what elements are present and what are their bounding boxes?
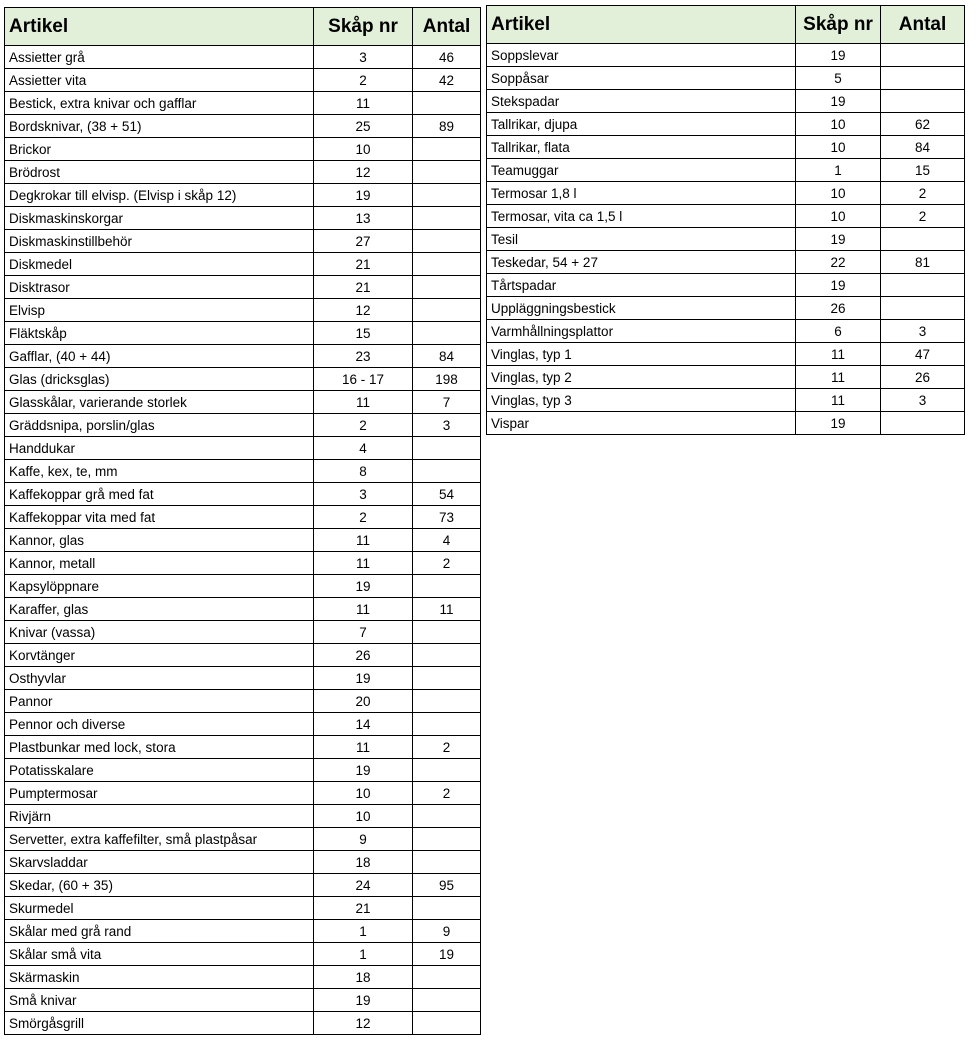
cell-cabinet[interactable]: 11 (314, 92, 413, 115)
cell-cabinet[interactable]: 19 (796, 44, 881, 67)
cell-article[interactable]: Bestick, extra knivar och gafflar (5, 92, 314, 115)
cell-count[interactable] (413, 713, 481, 736)
cell-count[interactable] (413, 207, 481, 230)
cell-count[interactable]: 81 (881, 251, 965, 274)
cell-cabinet[interactable]: 15 (314, 322, 413, 345)
cell-article[interactable]: Handdukar (5, 437, 314, 460)
cell-article[interactable]: Tallrikar, flata (487, 136, 796, 159)
inventory-table-left (4, 7, 481, 1035)
cell-count[interactable]: 2 (881, 205, 965, 228)
cell-article[interactable]: Varmhållningsplattor (487, 320, 796, 343)
cell-cabinet[interactable]: 10 (314, 782, 413, 805)
cell-cabinet[interactable]: 18 (314, 851, 413, 874)
table-row (5, 276, 481, 299)
cell-count[interactable]: 3 (881, 320, 965, 343)
table-row (5, 874, 481, 897)
cell-article[interactable]: Skärmaskin (5, 966, 314, 989)
cell-article[interactable]: Smörgåsgrill (5, 1012, 314, 1035)
cell-article[interactable]: Soppåsar (487, 67, 796, 90)
cell-cabinet[interactable]: 25 (314, 115, 413, 138)
table-row (5, 529, 481, 552)
cell-count[interactable]: 84 (413, 345, 481, 368)
header-row (5, 8, 481, 46)
header-cabinet[interactable]: Skåp nr (796, 6, 881, 44)
cell-count[interactable] (413, 184, 481, 207)
cell-cabinet[interactable]: 19 (796, 228, 881, 251)
cell-article[interactable]: Skålar små vita (5, 943, 314, 966)
table-row (5, 943, 481, 966)
cell-count[interactable] (413, 276, 481, 299)
table-row (487, 228, 965, 251)
cell-cabinet[interactable]: 19 (314, 575, 413, 598)
cell-cabinet[interactable]: 3 (314, 483, 413, 506)
cell-article[interactable]: Diskmaskinskorgar (5, 207, 314, 230)
cell-article[interactable]: Pumptermosar (5, 782, 314, 805)
cell-article[interactable]: Korvtänger (5, 644, 314, 667)
cell-cabinet[interactable]: 21 (314, 276, 413, 299)
cell-count[interactable] (413, 253, 481, 276)
table-row (487, 159, 965, 182)
table-row (5, 598, 481, 621)
cell-article[interactable]: Assietter vita (5, 69, 314, 92)
table-row (487, 136, 965, 159)
cell-article[interactable]: Vinglas, typ 1 (487, 343, 796, 366)
cell-cabinet[interactable]: 7 (314, 621, 413, 644)
cell-article[interactable]: Vispar (487, 412, 796, 435)
cell-cabinet[interactable]: 19 (796, 274, 881, 297)
cell-count[interactable]: 3 (881, 389, 965, 412)
cell-article[interactable]: Bordsknivar, (38 + 51) (5, 115, 314, 138)
cell-cabinet[interactable]: 5 (796, 67, 881, 90)
cell-cabinet[interactable]: 24 (314, 874, 413, 897)
table-row (487, 67, 965, 90)
cell-cabinet[interactable]: 1 (314, 920, 413, 943)
cell-article[interactable]: Kapsylöppnare (5, 575, 314, 598)
cell-count[interactable] (881, 90, 965, 113)
cell-article[interactable]: Assietter grå (5, 46, 314, 69)
cell-count[interactable] (413, 621, 481, 644)
cell-article[interactable]: Stekspadar (487, 90, 796, 113)
cell-cabinet[interactable]: 2 (314, 414, 413, 437)
cell-cabinet[interactable]: 19 (314, 667, 413, 690)
cell-count[interactable] (413, 92, 481, 115)
cell-count[interactable]: 62 (881, 113, 965, 136)
cell-article[interactable]: Diskmedel (5, 253, 314, 276)
cell-cabinet[interactable]: 1 (314, 943, 413, 966)
cell-article[interactable]: Tallrikar, djupa (487, 113, 796, 136)
table-row (5, 483, 481, 506)
cell-count[interactable]: 198 (413, 368, 481, 391)
header-article[interactable]: Artikel (487, 6, 796, 44)
cell-article[interactable]: Pennor och diverse (5, 713, 314, 736)
cell-article[interactable]: Karaffer, glas (5, 598, 314, 621)
cell-article[interactable]: Kannor, glas (5, 529, 314, 552)
cell-cabinet[interactable]: 4 (314, 437, 413, 460)
cell-cabinet[interactable]: 6 (796, 320, 881, 343)
cell-count[interactable] (881, 44, 965, 67)
cell-article[interactable]: Tesil (487, 228, 796, 251)
cell-count[interactable]: 7 (413, 391, 481, 414)
cell-count[interactable] (413, 759, 481, 782)
cell-count[interactable]: 89 (413, 115, 481, 138)
cell-cabinet[interactable]: 10 (796, 182, 881, 205)
cell-count[interactable]: 46 (413, 46, 481, 69)
cell-cabinet[interactable]: 10 (796, 113, 881, 136)
cell-article[interactable]: Pannor (5, 690, 314, 713)
cell-count[interactable] (413, 138, 481, 161)
cell-article[interactable]: Servetter, extra kaffefilter, små plastpåsar (5, 828, 314, 851)
table-row (5, 460, 481, 483)
cell-count[interactable] (413, 230, 481, 253)
cell-article[interactable]: Kaffekoppar grå med fat (5, 483, 314, 506)
cell-cabinet[interactable]: 10 (314, 805, 413, 828)
header-count[interactable]: Antal (881, 6, 965, 44)
table-row (5, 138, 481, 161)
cell-cabinet[interactable]: 18 (314, 966, 413, 989)
table-row (5, 805, 481, 828)
cell-article[interactable]: Diskmaskinstillbehör (5, 230, 314, 253)
table-row (5, 897, 481, 920)
cell-article[interactable]: Disktrasor (5, 276, 314, 299)
cell-count[interactable] (413, 805, 481, 828)
cell-count[interactable] (413, 667, 481, 690)
cell-cabinet[interactable]: 12 (314, 161, 413, 184)
cell-count[interactable]: 42 (413, 69, 481, 92)
table-row (5, 46, 481, 69)
cell-cabinet[interactable]: 19 (314, 759, 413, 782)
cell-article[interactable]: Knivar (vassa) (5, 621, 314, 644)
cell-count[interactable]: 2 (413, 552, 481, 575)
cell-article[interactable]: Glasskålar, varierande storlek (5, 391, 314, 414)
cell-article[interactable]: Termosar, vita ca 1,5 l (487, 205, 796, 228)
table-row (5, 391, 481, 414)
cell-article[interactable]: Gräddsnipa, porslin/glas (5, 414, 314, 437)
cell-article[interactable]: Kaffekoppar vita med fat (5, 506, 314, 529)
table-row (5, 414, 481, 437)
table-row (5, 851, 481, 874)
table-row (5, 230, 481, 253)
table-row (5, 621, 481, 644)
cell-cabinet[interactable]: 26 (314, 644, 413, 667)
cell-cabinet[interactable]: 10 (314, 138, 413, 161)
table-row (5, 253, 481, 276)
cell-cabinet[interactable]: 11 (314, 552, 413, 575)
table-row (5, 989, 481, 1012)
cell-article[interactable]: Degkrokar till elvisp. (Elvisp i skåp 12) (5, 184, 314, 207)
cell-article[interactable]: Rivjärn (5, 805, 314, 828)
table-row (487, 251, 965, 274)
cell-count[interactable]: 95 (413, 874, 481, 897)
table-row (5, 644, 481, 667)
cell-count[interactable]: 9 (413, 920, 481, 943)
table-row (5, 713, 481, 736)
cell-article[interactable]: Vinglas, typ 2 (487, 366, 796, 389)
table-row (5, 184, 481, 207)
cell-article[interactable]: Uppläggningsbestick (487, 297, 796, 320)
cell-cabinet[interactable]: 11 (796, 343, 881, 366)
table-row (5, 161, 481, 184)
cell-count[interactable] (413, 299, 481, 322)
cell-cabinet[interactable]: 14 (314, 713, 413, 736)
cell-count[interactable]: 2 (413, 736, 481, 759)
inventory-table-right (486, 5, 965, 435)
cell-count[interactable]: 2 (413, 782, 481, 805)
cell-count[interactable] (413, 644, 481, 667)
cell-cabinet[interactable]: 13 (314, 207, 413, 230)
cell-article[interactable]: Elvisp (5, 299, 314, 322)
cell-count[interactable] (413, 828, 481, 851)
cell-count[interactable] (413, 437, 481, 460)
table-row (5, 69, 481, 92)
cell-count[interactable]: 47 (881, 343, 965, 366)
cell-cabinet[interactable]: 11 (314, 736, 413, 759)
cell-cabinet[interactable]: 16 - 17 (314, 368, 413, 391)
table-row (5, 345, 481, 368)
table-row (5, 299, 481, 322)
cell-count[interactable]: 4 (413, 529, 481, 552)
table-row (5, 207, 481, 230)
table-row (5, 920, 481, 943)
cell-count[interactable]: 15 (881, 159, 965, 182)
cell-article[interactable]: Osthyvlar (5, 667, 314, 690)
table-row (487, 412, 965, 435)
cell-count[interactable] (413, 690, 481, 713)
table-row (487, 343, 965, 366)
cell-article[interactable]: Skedar, (60 + 35) (5, 874, 314, 897)
cell-count[interactable] (413, 322, 481, 345)
cell-count[interactable]: 3 (413, 414, 481, 437)
table-row (5, 690, 481, 713)
table-row (487, 182, 965, 205)
cell-article[interactable]: Små knivar (5, 989, 314, 1012)
cell-article[interactable]: Fläktskåp (5, 322, 314, 345)
cell-count[interactable] (881, 274, 965, 297)
table-row (5, 736, 481, 759)
table-row (5, 759, 481, 782)
table-row (487, 320, 965, 343)
header-count[interactable]: Antal (413, 8, 481, 46)
cell-article[interactable]: Skarvsladdar (5, 851, 314, 874)
cell-article[interactable]: Plastbunkar med lock, stora (5, 736, 314, 759)
table-row (487, 205, 965, 228)
cell-article[interactable]: Kaffe, kex, te, mm (5, 460, 314, 483)
table-row (487, 113, 965, 136)
cell-count[interactable] (413, 897, 481, 920)
cell-cabinet[interactable]: 19 (314, 184, 413, 207)
cell-count[interactable] (413, 460, 481, 483)
table-row (487, 90, 965, 113)
cell-cabinet[interactable]: 12 (314, 299, 413, 322)
cell-count[interactable] (881, 412, 965, 435)
cell-article[interactable]: Potatisskalare (5, 759, 314, 782)
table-row (5, 552, 481, 575)
cell-article[interactable]: Brickor (5, 138, 314, 161)
cell-cabinet[interactable]: 2 (314, 506, 413, 529)
header-cabinet[interactable]: Skåp nr (314, 8, 413, 46)
table-row (487, 389, 965, 412)
cell-article[interactable]: Glas (dricksglas) (5, 368, 314, 391)
cell-article[interactable]: Tårtspadar (487, 274, 796, 297)
cell-cabinet[interactable]: 8 (314, 460, 413, 483)
cell-count[interactable] (413, 161, 481, 184)
table-row (487, 297, 965, 320)
cell-cabinet[interactable]: 19 (796, 90, 881, 113)
cell-count[interactable] (881, 67, 965, 90)
table-row (5, 828, 481, 851)
cell-count[interactable]: 73 (413, 506, 481, 529)
table-row (5, 115, 481, 138)
cell-article[interactable]: Gafflar, (40 + 44) (5, 345, 314, 368)
cell-cabinet[interactable]: 23 (314, 345, 413, 368)
cell-cabinet[interactable]: 11 (314, 529, 413, 552)
cell-cabinet[interactable]: 9 (314, 828, 413, 851)
cell-cabinet[interactable]: 11 (314, 391, 413, 414)
cell-cabinet[interactable]: 12 (314, 1012, 413, 1035)
cell-count[interactable]: 26 (881, 366, 965, 389)
cell-cabinet[interactable]: 2 (314, 69, 413, 92)
cell-cabinet[interactable]: 21 (314, 253, 413, 276)
cell-count[interactable]: 54 (413, 483, 481, 506)
cell-count[interactable] (413, 851, 481, 874)
cell-cabinet[interactable]: 21 (314, 897, 413, 920)
cell-cabinet[interactable]: 20 (314, 690, 413, 713)
cell-article[interactable]: Teamuggar (487, 159, 796, 182)
cell-article[interactable]: Skålar med grå rand (5, 920, 314, 943)
cell-cabinet[interactable]: 27 (314, 230, 413, 253)
header-row (487, 6, 965, 44)
cell-count[interactable] (413, 966, 481, 989)
cell-count[interactable]: 19 (413, 943, 481, 966)
cell-count[interactable]: 11 (413, 598, 481, 621)
cell-article[interactable]: Brödrost (5, 161, 314, 184)
cell-count[interactable] (881, 297, 965, 320)
header-article[interactable]: Artikel (5, 8, 314, 46)
table-row (5, 667, 481, 690)
cell-count[interactable] (413, 989, 481, 1012)
table-row (5, 575, 481, 598)
table-row (5, 92, 481, 115)
cell-cabinet[interactable]: 11 (314, 598, 413, 621)
cell-article[interactable]: Termosar 1,8 l (487, 182, 796, 205)
cell-cabinet[interactable]: 19 (796, 412, 881, 435)
cell-count[interactable] (881, 228, 965, 251)
table-row (5, 506, 481, 529)
cell-cabinet[interactable]: 3 (314, 46, 413, 69)
table-row (5, 322, 481, 345)
cell-article[interactable]: Skurmedel (5, 897, 314, 920)
cell-cabinet[interactable]: 11 (796, 389, 881, 412)
table-row (487, 44, 965, 67)
cell-count[interactable]: 84 (881, 136, 965, 159)
cell-count[interactable] (413, 575, 481, 598)
table-row (5, 368, 481, 391)
cell-cabinet[interactable]: 19 (314, 989, 413, 1012)
cell-cabinet[interactable]: 11 (796, 366, 881, 389)
table-row (5, 782, 481, 805)
cell-cabinet[interactable]: 1 (796, 159, 881, 182)
cell-article[interactable]: Teskedar, 54 + 27 (487, 251, 796, 274)
cell-cabinet[interactable]: 22 (796, 251, 881, 274)
cell-count[interactable]: 2 (881, 182, 965, 205)
table-row (5, 1012, 481, 1035)
cell-count[interactable] (413, 1012, 481, 1035)
table-row (487, 274, 965, 297)
cell-article[interactable]: Soppslevar (487, 44, 796, 67)
table-row (487, 366, 965, 389)
table-row (5, 437, 481, 460)
cell-article[interactable]: Vinglas, typ 3 (487, 389, 796, 412)
cell-cabinet[interactable]: 10 (796, 136, 881, 159)
cell-article[interactable]: Kannor, metall (5, 552, 314, 575)
cell-cabinet[interactable]: 10 (796, 205, 881, 228)
cell-cabinet[interactable]: 26 (796, 297, 881, 320)
table-row (5, 966, 481, 989)
